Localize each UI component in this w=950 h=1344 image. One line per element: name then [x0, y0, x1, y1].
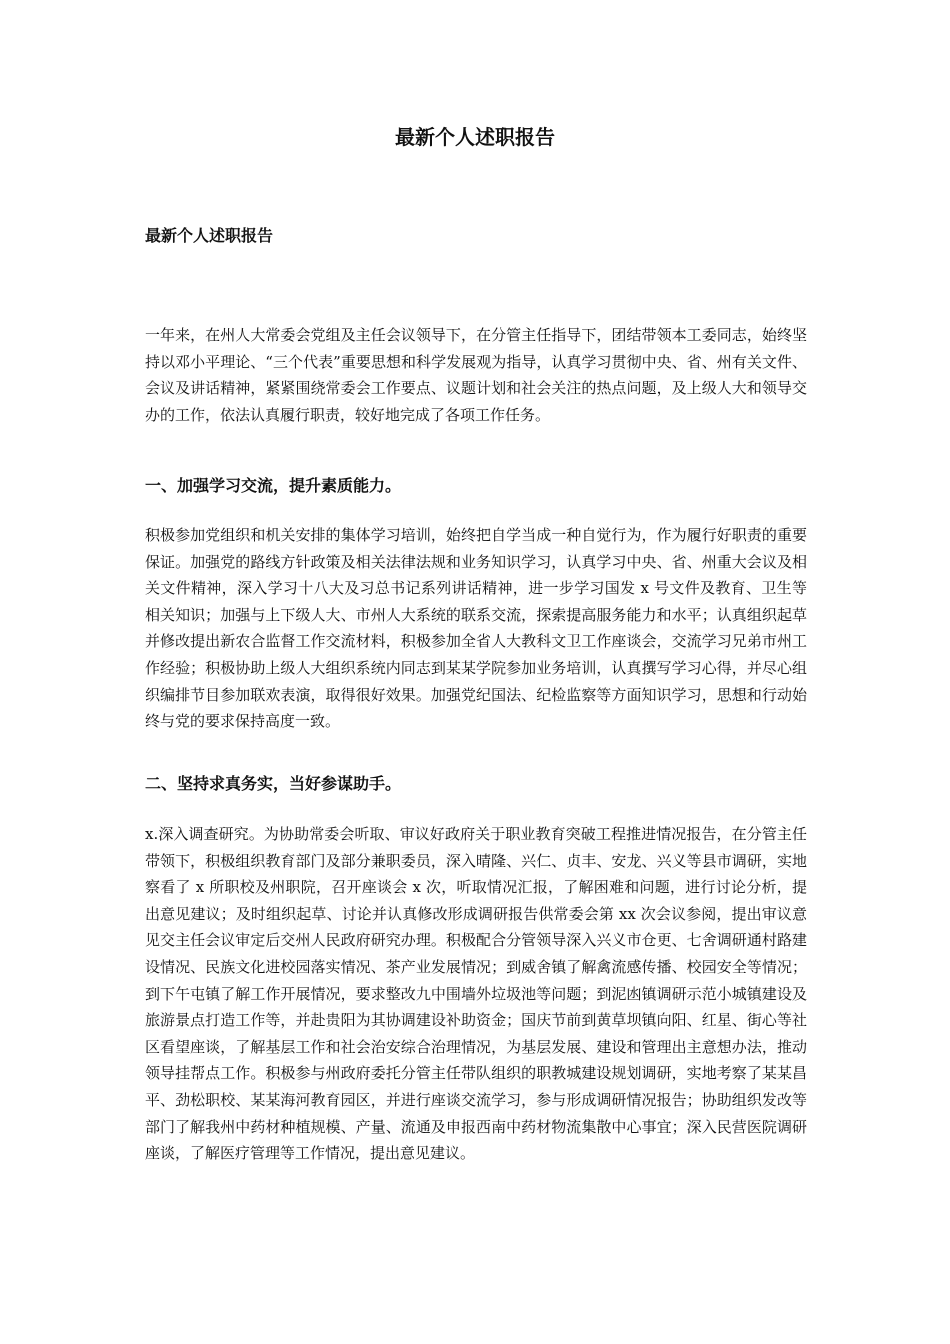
intro-paragraph: 一年来，在州人大常委会党组及主任会议领导下，在分管主任指导下，团结带领本工委同志，始终坚持以邓小平理论、“三个代表”重要思想和科学发展观为指导，认真学习贯彻中央、省、州有关文件、会议及讲话精神，紧紧围绕常委会工作要点、议题计划和社会关注的热点问题，及上级人大和领导交办的工作，依法认真履行职责，较好地完成了各项工作任务。: [145, 326, 807, 424]
section-heading-2: 二、坚持求真务实，当好参谋助手。: [145, 774, 402, 793]
section-2-paragraph: x.深入调查研究。为协助常委会听取、审议好政府关于职业教育突破工程推进情况报告，在分管主任带领下，积极组织教育部门及部分兼职委员，深入晴隆、兴仁、贞丰、安龙、兴义等县市调研，实地察看了 x 所职校及州职院，召开座谈会 x 次，听取情况汇报，了解困难和问题，进行讨论分析，提出意见建议；及时组织起草、讨论并认真修改形成调研报告供常委会第 xx 次会议参阅，提出审议意见交主任会议审定后交州人民政府研究办理。积极配合分管领导深入兴义市仓更、七舍调研通村路建设情况、民族文化进校园落实情况、茶产业发展情况；到威舍镇了解禽流感传播、校园安全等情况；到下午屯镇了解工作开展情况，要求整改九中围墙外垃圾池等问题；到泥凼镇调研示范小城镇建设及旅游景点打造工作等，并赴贵阳为其协调建设补助资金；国庆节前到黄草坝镇向阳、红星、街心等社区看望座谈，了解基层工作和社会治安综合治理情况，为基层发展、建设和管理出主意想办法，推动领导挂帮点工作。积极参与州政府委托分管主任带队组织的职教城建设规划调研，实地考察了某某昌平、劲松职校、某某海河教育园区，并进行座谈交流学习，参与形成调研情况报告；协助组织发改等部门了解我州中药材种植规模、产量、流通及申报西南中药材物流集散中心事宜；深入民营医院调研座谈，了解医疗管理等工作情况，提出意见建议。: [145, 825, 807, 1163]
document-subtitle: 最新个人述职报告: [145, 226, 274, 245]
section-heading-1: 一、加强学习交流，提升素质能力。: [145, 476, 402, 495]
document-title: 最新个人述职报告: [395, 125, 555, 149]
section-1-paragraph: 积极参加党组织和机关安排的集体学习培训，始终把自学当成一种自觉行为，作为履行好职责的重要保证。加强党的路线方针政策及相关法律法规和业务知识学习，认真学习中央、省、州重大会议及相关文件精神，深入学习十八大及习总书记系列讲话精神，进一步学习国发 x 号文件及教育、卫生等相关知识；加强与上下级人大、市州人大系统的联系交流，探索提高服务能力和水平；认真组织起草并修改提出新农合监督工作交流材料，积极参加全省人大教科文卫工作座谈会，交流学习兄弟市州工作经验；积极协助上级人大组织系统内同志到某某学院参加业务培训，认真撰写学习心得，并尽心组织编排节目参加联欢表演，取得很好效果。加强党纪国法、纪检监察等方面知识学习，思想和行动始终与党的要求保持高度一致。: [145, 526, 807, 731]
